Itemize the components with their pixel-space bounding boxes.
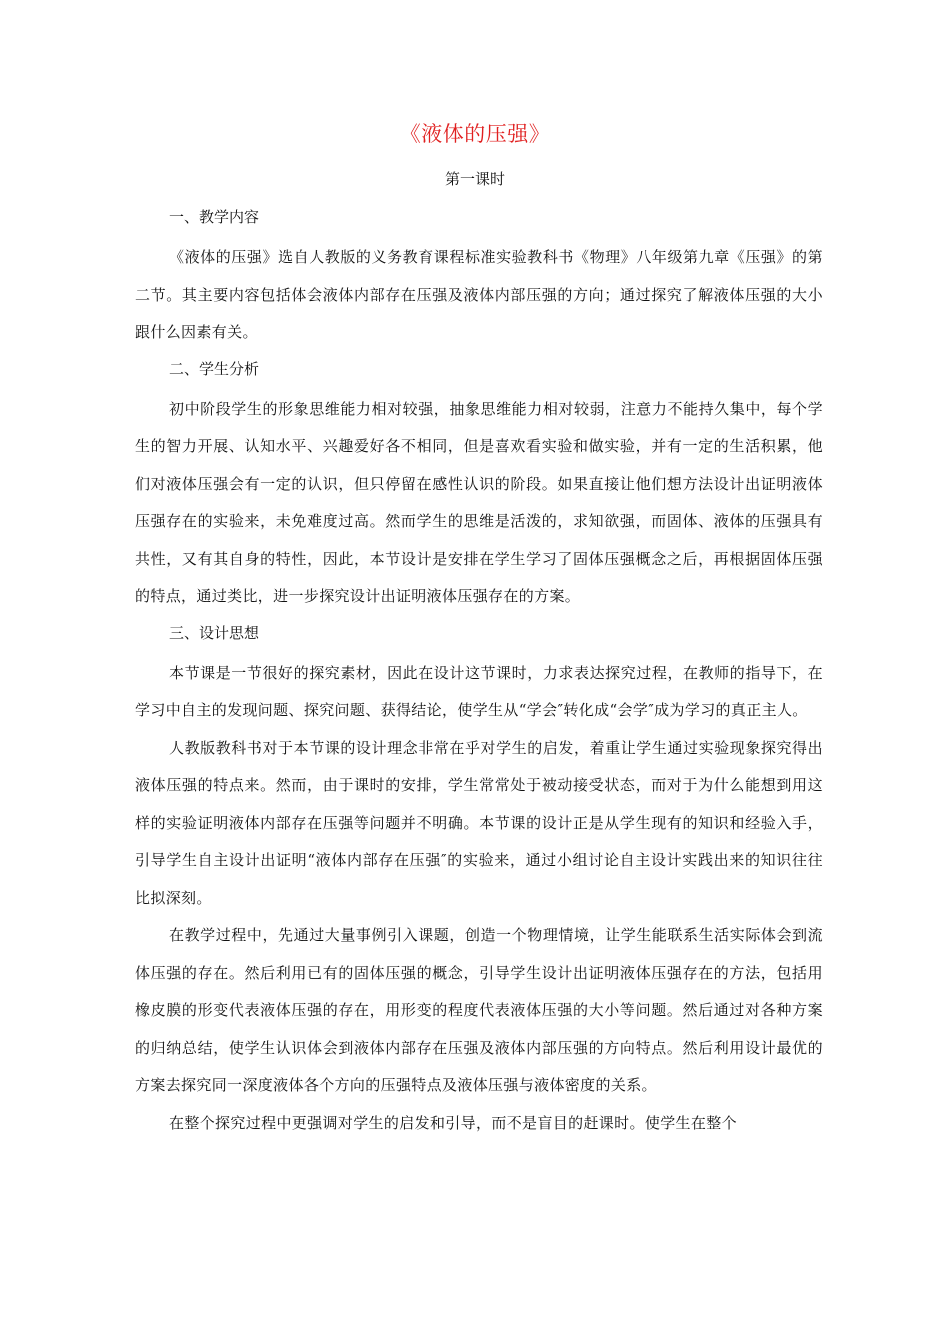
paragraph-teaching-content: 《液体的压强》选自人教版的义务教育课程标准实验教科书《物理》八年级第九章《压强》的第二节。其主要内容包括体会液体内部存在压强及液体内部压强的方向；通过探究了解液体压强的大小跟什么因素有关。 (135, 248, 823, 341)
paragraph-design-idea-2: 人教版教科书对于本节课的设计理念非常在乎对学生的启发，着重让学生通过实验现象探究得出液体压强的特点来。然而，由于课时的安排，学生常常处于被动接受状态，而对于为什么能想到用这样的实验证明液体内部存在压强等问题并不明确。本节课的设计正是从学生现有的知识和经验入手，引导学生自主设计出证明“液体内部存在压强″的实验来，通过小组讨论自主设计实践出来的知识往往比拟深刻。 (135, 738, 823, 907)
section-heading-student-analysis: 二、学生分析 (169, 359, 260, 378)
section-heading-design-idea: 三、设计思想 (169, 623, 260, 642)
paragraph-student-analysis: 初中阶段学生的形象思维能力相对较强，抽象思维能力相对较弱，注意力不能持久集中，每个学生的智力开展、认知水平、兴趣爱好各不相同，但是喜欢看实验和做实验，并有一定的生活积累，他们对液体压强会有一定的认识，但只停留在感性认识的阶段。如果直接让他们想方法设计出证明液体压强存在的实验来，未免难度过高。然而学生的思维是活泼的，求知欲强，而固体、液体的压强具有共性，又有其自身的特性，因此，本节设计是安排在学生学习了固体压强概念之后，再根据固体压强的特点，通过类比，进一步探究设计出证明液体压强存在的方案。 (135, 399, 823, 605)
section-heading-teaching-content: 一、教学内容 (169, 208, 260, 226)
paragraph-design-idea-4: 在整个探究过程中更强调对学生的启发和引导，而不是盲目的赶课时。使学生在整个 (169, 1113, 737, 1132)
paragraph-design-idea-1: 本节课是一节很好的探究素材，因此在设计这节课时，力求表达探究过程，在教师的指导下，在学习中自主的发现问题、探究问题、获得结论，使学生从“学会″转化成“会学″成为学习的真正主人。 (135, 663, 823, 719)
lesson-subtitle: 第一课时 (444, 170, 505, 188)
document-title: 《液体的压强》 (399, 122, 551, 146)
document-body (135, 200, 823, 1142)
paragraph-design-idea-3: 在教学过程中，先通过大量事例引入课题，创造一个物理情境，让学生能联系生活实际体会到流体压强的存在。然后利用已有的固体压强的概念，引导学生设计出证明液体压强存在的方法，包括用橡皮膜的形变代表液体压强的存在，用形变的程度代表液体压强的大小等问题。然后通过对各种方案的归纳总结，使学生认识体会到液体内部存在压强及液体内部压强的方向特点。然后利用设计最优的方案去探究同一深度液体各个方向的压强特点及液体压强与液体密度的关系。 (135, 926, 823, 1094)
